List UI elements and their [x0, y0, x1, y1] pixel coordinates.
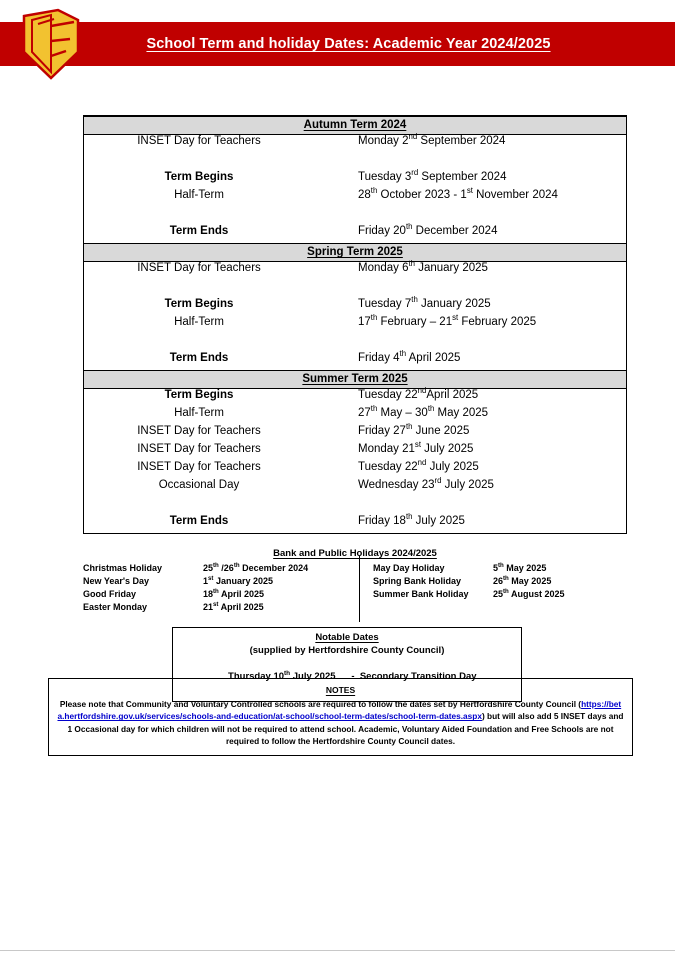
- bank-holiday-name: Summer Bank Holiday: [373, 589, 469, 599]
- term-date-row: [84, 407, 626, 425]
- date-text: January 2025: [415, 262, 488, 274]
- date-text: Friday 27: [358, 425, 406, 437]
- bank-holiday-row: [83, 562, 355, 575]
- term-row-date: [354, 295, 626, 316]
- date-text: July 2025: [420, 443, 474, 455]
- bank-holiday-row: [83, 588, 355, 601]
- bank-holidays-left-column: [83, 562, 355, 614]
- date-text: September 2024: [418, 171, 507, 183]
- ordinal-suffix: th: [233, 562, 240, 569]
- term-row-label: Half-Term: [174, 316, 224, 328]
- ordinal-suffix: th: [427, 404, 435, 414]
- term-row-label: INSET Day for Teachers: [137, 262, 261, 274]
- date-text: November 2024: [472, 189, 558, 201]
- date-text: 27: [358, 407, 371, 419]
- date-text: Wednesday 23: [358, 479, 435, 491]
- term-date-row: [84, 298, 626, 316]
- bank-holiday-row: [83, 601, 355, 614]
- date-text: May 2025: [508, 576, 552, 586]
- notes-box: [48, 678, 633, 756]
- notable-dates-separator-dash: -: [351, 671, 355, 682]
- date-text: 26: [493, 576, 504, 586]
- ordinal-suffix: th: [405, 222, 413, 232]
- ordinal-suffix: nd: [417, 386, 427, 396]
- term-row-label: Half-Term: [174, 407, 224, 419]
- term-row-label: Term Begins: [164, 298, 234, 310]
- bank-holiday-date: [203, 575, 355, 588]
- term-date-row: [84, 171, 626, 189]
- date-text: June 2025: [412, 425, 470, 437]
- notes-body: [57, 698, 624, 748]
- bank-holidays-divider: [359, 556, 360, 622]
- date-text: Monday 2: [358, 135, 409, 147]
- school-shield-logo: [18, 8, 84, 80]
- ordinal-suffix: th: [498, 562, 504, 569]
- bank-holidays-columns: [83, 562, 627, 614]
- bank-holiday-date: [493, 562, 627, 575]
- date-text: Thursday 10: [228, 671, 285, 682]
- date-text: 28: [358, 189, 371, 201]
- date-text: Monday 21: [358, 443, 415, 455]
- term-row-date: [354, 440, 626, 461]
- ordinal-suffix: th: [411, 295, 418, 305]
- date-text: April 2025: [406, 352, 461, 364]
- term-row-date: [354, 349, 626, 371]
- date-text: February – 21: [377, 316, 453, 328]
- term-row-label: Term Ends: [169, 225, 229, 237]
- bank-holiday-row: [373, 575, 627, 588]
- term-row-date: [354, 186, 626, 207]
- bank-holiday-name: Easter Monday: [83, 602, 148, 612]
- bank-holidays-title: Bank and Public Holidays 2024/2025: [273, 548, 437, 559]
- ordinal-suffix: rd: [411, 168, 419, 178]
- date-text: 18: [203, 589, 214, 599]
- notable-dates-entry-label: Secondary Transition Day: [359, 671, 477, 682]
- term-row-label: [84, 153, 354, 171]
- ordinal-suffix: rd: [434, 476, 442, 486]
- date-text: 1: [203, 576, 209, 586]
- term-row-label: INSET Day for Teachers: [137, 461, 261, 473]
- notes-text-before: Please note that Community and Voluntary Controlled schools are required to follow the dates set by Hertfordshire County Council (: [59, 699, 582, 709]
- term-date-row: [84, 225, 626, 244]
- date-text: Tuesday 3: [358, 171, 412, 183]
- ordinal-suffix: st: [414, 440, 421, 450]
- term-heading-label: Summer Term 2025: [302, 373, 408, 385]
- ordinal-suffix: th: [284, 669, 291, 677]
- ordinal-suffix: th: [399, 349, 407, 359]
- term-row-label: [84, 334, 354, 352]
- term-row-label: INSET Day for Teachers: [137, 135, 261, 147]
- date-text: Tuesday 22: [358, 389, 418, 401]
- date-text: 25: [493, 589, 504, 599]
- term-row-date: [354, 168, 626, 189]
- term-spacer-row: [84, 334, 626, 352]
- term-date-row: [84, 515, 626, 533]
- term-row-date: [354, 153, 626, 171]
- date-text: Monday 6: [358, 262, 409, 274]
- bank-holiday-name: Good Friday: [83, 589, 137, 599]
- date-text: /26: [218, 563, 234, 573]
- term-row-label: Occasional Day: [158, 479, 240, 491]
- term-row-date: [354, 512, 626, 533]
- term-row-date: [354, 404, 626, 425]
- date-text: May 2025: [434, 407, 489, 419]
- ordinal-suffix: th: [213, 588, 219, 595]
- term-row-label: [84, 207, 354, 225]
- bank-holiday-name: May Day Holiday: [373, 563, 445, 573]
- ordinal-suffix: nd: [417, 458, 427, 468]
- bank-holiday-date: [493, 575, 627, 588]
- term-date-row: [84, 352, 626, 371]
- bank-holiday-date: [203, 601, 355, 614]
- date-text: May 2025: [503, 563, 547, 573]
- date-text: Friday 4: [358, 352, 400, 364]
- term-date-row: [84, 443, 626, 461]
- term-row-date: [354, 207, 626, 225]
- ordinal-suffix: th: [370, 404, 378, 414]
- bank-holiday-name: Spring Bank Holiday: [373, 576, 462, 586]
- page-bottom-rule: [0, 950, 675, 951]
- term-date-row: [84, 135, 626, 154]
- ordinal-suffix: th: [370, 313, 378, 323]
- term-row-label: Term Ends: [169, 352, 229, 364]
- date-text: December 2024: [239, 563, 309, 573]
- term-row-label: [84, 497, 354, 515]
- bank-holidays-right-column: [355, 562, 627, 614]
- term-date-row: [84, 316, 626, 334]
- date-text: May – 30: [377, 407, 428, 419]
- term-row-date: [354, 386, 626, 408]
- ordinal-suffix: nd: [408, 132, 418, 142]
- notes-title: NOTES: [325, 685, 356, 695]
- date-text: April 2025: [218, 589, 264, 599]
- date-text: April 2025: [218, 602, 264, 612]
- term-date-row: [84, 389, 626, 408]
- date-text: April 2025: [426, 389, 479, 401]
- term-row-label: INSET Day for Teachers: [137, 443, 261, 455]
- date-text: 25: [203, 563, 214, 573]
- ordinal-suffix: st: [213, 601, 219, 608]
- date-text: September 2024: [417, 135, 506, 147]
- term-heading: [84, 371, 626, 389]
- term-row-date: [354, 280, 626, 298]
- date-text: Friday 18: [358, 515, 406, 527]
- ordinal-suffix: th: [408, 259, 416, 269]
- terms-grid: [84, 116, 626, 533]
- ordinal-suffix: th: [405, 422, 413, 432]
- term-row-date: [354, 313, 626, 334]
- ordinal-suffix: th: [213, 562, 219, 569]
- term-heading: [84, 117, 626, 135]
- term-row-label: Half-Term: [174, 189, 224, 201]
- date-text: January 2025: [213, 576, 273, 586]
- date-text: Tuesday 7: [358, 298, 412, 310]
- ordinal-suffix: st: [466, 186, 473, 196]
- term-spacer-row: [84, 497, 626, 515]
- term-date-row: [84, 461, 626, 479]
- bank-holiday-date: [203, 588, 355, 601]
- bank-holiday-date: [493, 588, 627, 601]
- date-text: 21: [203, 602, 214, 612]
- term-row-date: [354, 422, 626, 443]
- term-heading-label: Autumn Term 2024: [303, 119, 407, 131]
- date-text: Tuesday 22: [358, 461, 418, 473]
- term-heading-row: [84, 117, 626, 135]
- ordinal-suffix: th: [503, 575, 509, 582]
- term-row-label: Term Begins: [164, 171, 234, 183]
- date-text: 5: [493, 563, 499, 573]
- ordinal-suffix: st: [452, 313, 459, 323]
- date-text: 17: [358, 316, 371, 328]
- term-row-date: [354, 497, 626, 515]
- term-row-date: [354, 458, 626, 479]
- bank-holiday-row: [83, 575, 355, 588]
- date-text: July 2025: [290, 671, 336, 682]
- date-text: July 2025: [412, 515, 465, 527]
- notes-text-after: ) but will also add 5 INSET days and 1 Occasional day for which children will not be required to attend school. Academic, Voluntary Aided Foundation and Free Schools are not required to follow the Hertfordshire County Council dates.: [67, 711, 624, 747]
- bank-holiday-row: [373, 562, 627, 575]
- term-row-label: [84, 280, 354, 298]
- date-text: July 2025: [426, 461, 479, 473]
- bank-holiday-row: [373, 588, 627, 601]
- ordinal-suffix: th: [503, 588, 509, 595]
- term-heading-row: [84, 244, 626, 262]
- term-date-row: [84, 262, 626, 281]
- bank-holiday-date: [203, 562, 355, 575]
- term-heading-label: Spring Term 2025: [307, 246, 403, 258]
- term-spacer-row: [84, 153, 626, 171]
- term-spacer-row: [84, 280, 626, 298]
- term-date-row: [84, 479, 626, 497]
- date-text: July 2025: [441, 479, 494, 491]
- ordinal-suffix: th: [405, 512, 413, 522]
- page-title: School Term and holiday Dates: Academic Year 2024/2025: [146, 36, 551, 52]
- term-row-label: INSET Day for Teachers: [137, 425, 261, 437]
- term-row-label: Term Begins: [164, 389, 234, 401]
- date-text: January 2025: [417, 298, 491, 310]
- term-row-date: [354, 222, 626, 244]
- date-text: December 2024: [412, 225, 498, 237]
- term-row-date: [354, 334, 626, 352]
- hertfordshire-term-dates-link[interactable]: https://beta.hertfordshire.gov.uk/services/schools-and-education/at-school/school-term-dates/school-term-dates.aspx: [57, 699, 622, 722]
- notable-dates-title: Notable Dates: [315, 632, 379, 643]
- ordinal-suffix: st: [208, 575, 214, 582]
- term-date-row: [84, 425, 626, 443]
- term-heading: [84, 244, 626, 262]
- term-row-date: [354, 132, 626, 154]
- term-row-date: [354, 259, 626, 281]
- bank-holiday-name: Christmas Holiday: [83, 563, 163, 573]
- ordinal-suffix: th: [370, 186, 378, 196]
- date-text: Friday 20: [358, 225, 406, 237]
- term-row-date: [354, 476, 626, 497]
- date-text: February 2025: [458, 316, 537, 328]
- term-dates-table: [83, 115, 627, 534]
- date-text: August 2025: [508, 589, 565, 599]
- bank-holidays-section: [83, 548, 627, 614]
- term-spacer-row: [84, 207, 626, 225]
- notable-dates-subtitle: (supplied by Hertfordshire County Council): [249, 645, 445, 656]
- header-banner: [0, 22, 675, 66]
- date-text: October 2023 - 1: [377, 189, 467, 201]
- bank-holiday-name: New Year's Day: [83, 576, 150, 586]
- term-date-row: [84, 189, 626, 207]
- term-heading-row: [84, 371, 626, 389]
- term-row-label: Term Ends: [169, 515, 229, 527]
